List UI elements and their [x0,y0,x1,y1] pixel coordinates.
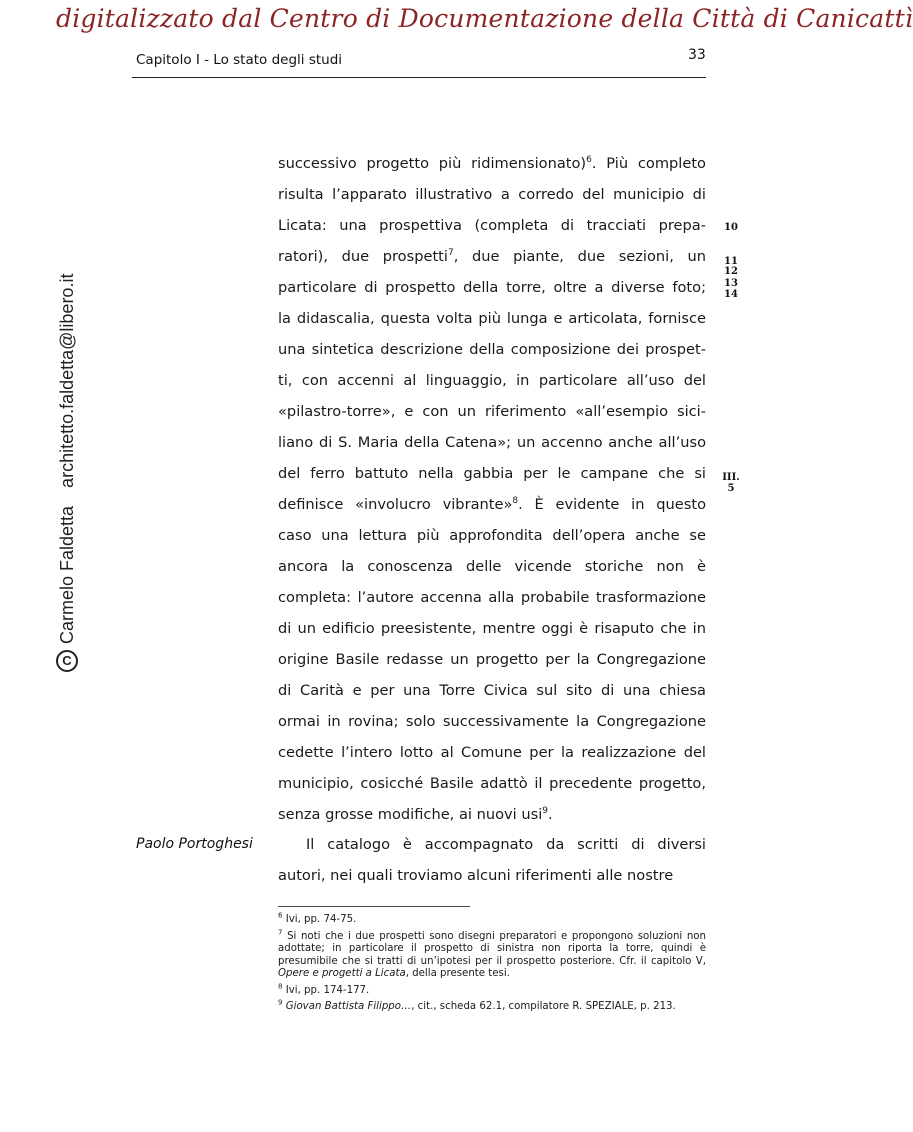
footnote: $^7$ Si noti che i due prospetti sono disegni preparatori e propongono soluzioni non adottate; in particolare il prospetto di sinistra non riporta la torre, quindi è presumibile che si tratti di un’ipotesi per il prospetto posteriore. Cfr. il capitolo V, Opere e progetti a Licata, della presente tesi. [278,928,706,979]
text-line: ratori), due prospetti$^7$, due piante, due sezioni, un [278,248,706,265]
page-number: 33 [688,47,706,63]
text-line: ancora la conoscenza delle vicende storiche non è [278,558,706,575]
text-line: Licata: una prospettiva (completa di tracciati prepa- [278,217,706,234]
footnotes [278,911,706,1018]
text-line: autori, nei quali troviamo alcuni riferimenti alle nostre [278,867,674,884]
text-line: municipio, cosicché Basile adattò il precedente progetto, [278,775,706,792]
text-line: completa: l’autore accenna alla probabile trasformazione [278,589,706,606]
margin-note: 11 [724,256,738,267]
text-line: ormai in rovina; solo successivamente la Congregazione [278,713,706,730]
text-line: successivo progetto più ridimensionato)$^6$. Più completo [278,155,706,172]
author-email: architetto.faldetta@libero.it [56,273,77,488]
chapter-header: Capitolo I - Lo stato degli studi [136,52,343,68]
text-line: particolare di prospetto della torre, oltre a diverse foto; [278,279,706,296]
text-line: caso una lettura più approfondita dell’opera anche se [278,527,706,544]
text-line: definisce «involucro vibrante»$^8$. È evidente in questo [278,496,706,513]
margin-note: 14 [724,289,738,300]
text-line: la didascalia, questa volta più lunga e articolata, fornisce [278,310,706,327]
text-line: risulta l’apparato illustrativo a corredo del municipio di [278,186,706,203]
footnote: $^9$ Giovan Battista Filippo…, cit., scheda 62.1, compilatore R. SPEZIALE, p. 213. [278,998,676,1012]
text-line: una sintetica descrizione della composizione dei prospet- [278,341,706,358]
footnote-divider [278,906,470,907]
watermark-heading: digitalizzato dal Centro di Documentazione della Città di Canicattì [56,4,913,33]
header-divider [132,77,706,78]
margin-note: 12 [724,266,738,277]
paragraph-second [278,829,706,891]
copyright-icon: C [56,650,78,672]
author-name: Carmelo Faldetta [56,505,77,644]
footnote-ref: 7 [447,248,454,259]
text-line: senza grosse modifiche, ai nuovi usi$^9$. [278,806,553,823]
footnote: $^6$ Ivi, pp. 74-75. [278,911,357,925]
footnote: $^8$ Ivi, pp. 174-177. [278,982,370,996]
text-line: cedette l’intero lotto al Comune per la realizzazione del [278,744,706,761]
text-line: «pilastro-torre», e con un riferimento «all’esempio sici- [278,403,706,420]
footnote-ref: 8 [512,496,519,507]
margin-note: 5 [727,483,735,494]
margin-note: 10 [724,222,738,233]
text-line: liano di S. Maria della Catena»; un accenno anche all’uso [278,434,706,451]
footnote-ref: 9 [542,806,548,817]
margin-note: III. [722,472,740,483]
text-line: di un edificio preesistente, mentre oggi è risaputo che in [278,620,706,637]
text-line: del ferro battuto nella gabbia per le campane che si [278,465,706,482]
text-line: ti, con accenni al linguaggio, in particolare all’uso del [278,372,706,389]
text-line: di Carità e per una Torre Civica sul sito di una chiesa [278,682,706,699]
paragraph-main [278,148,706,830]
side-credit [56,274,78,672]
text-line: Il catalogo è accompagnato da scritti di diversi [306,836,706,853]
margin-note: 13 [724,278,738,289]
footnote-ref: 6 [586,155,592,166]
text-line: origine Basile redasse un progetto per la Congregazione [278,651,706,668]
side-label: Paolo Portoghesi [136,836,253,852]
